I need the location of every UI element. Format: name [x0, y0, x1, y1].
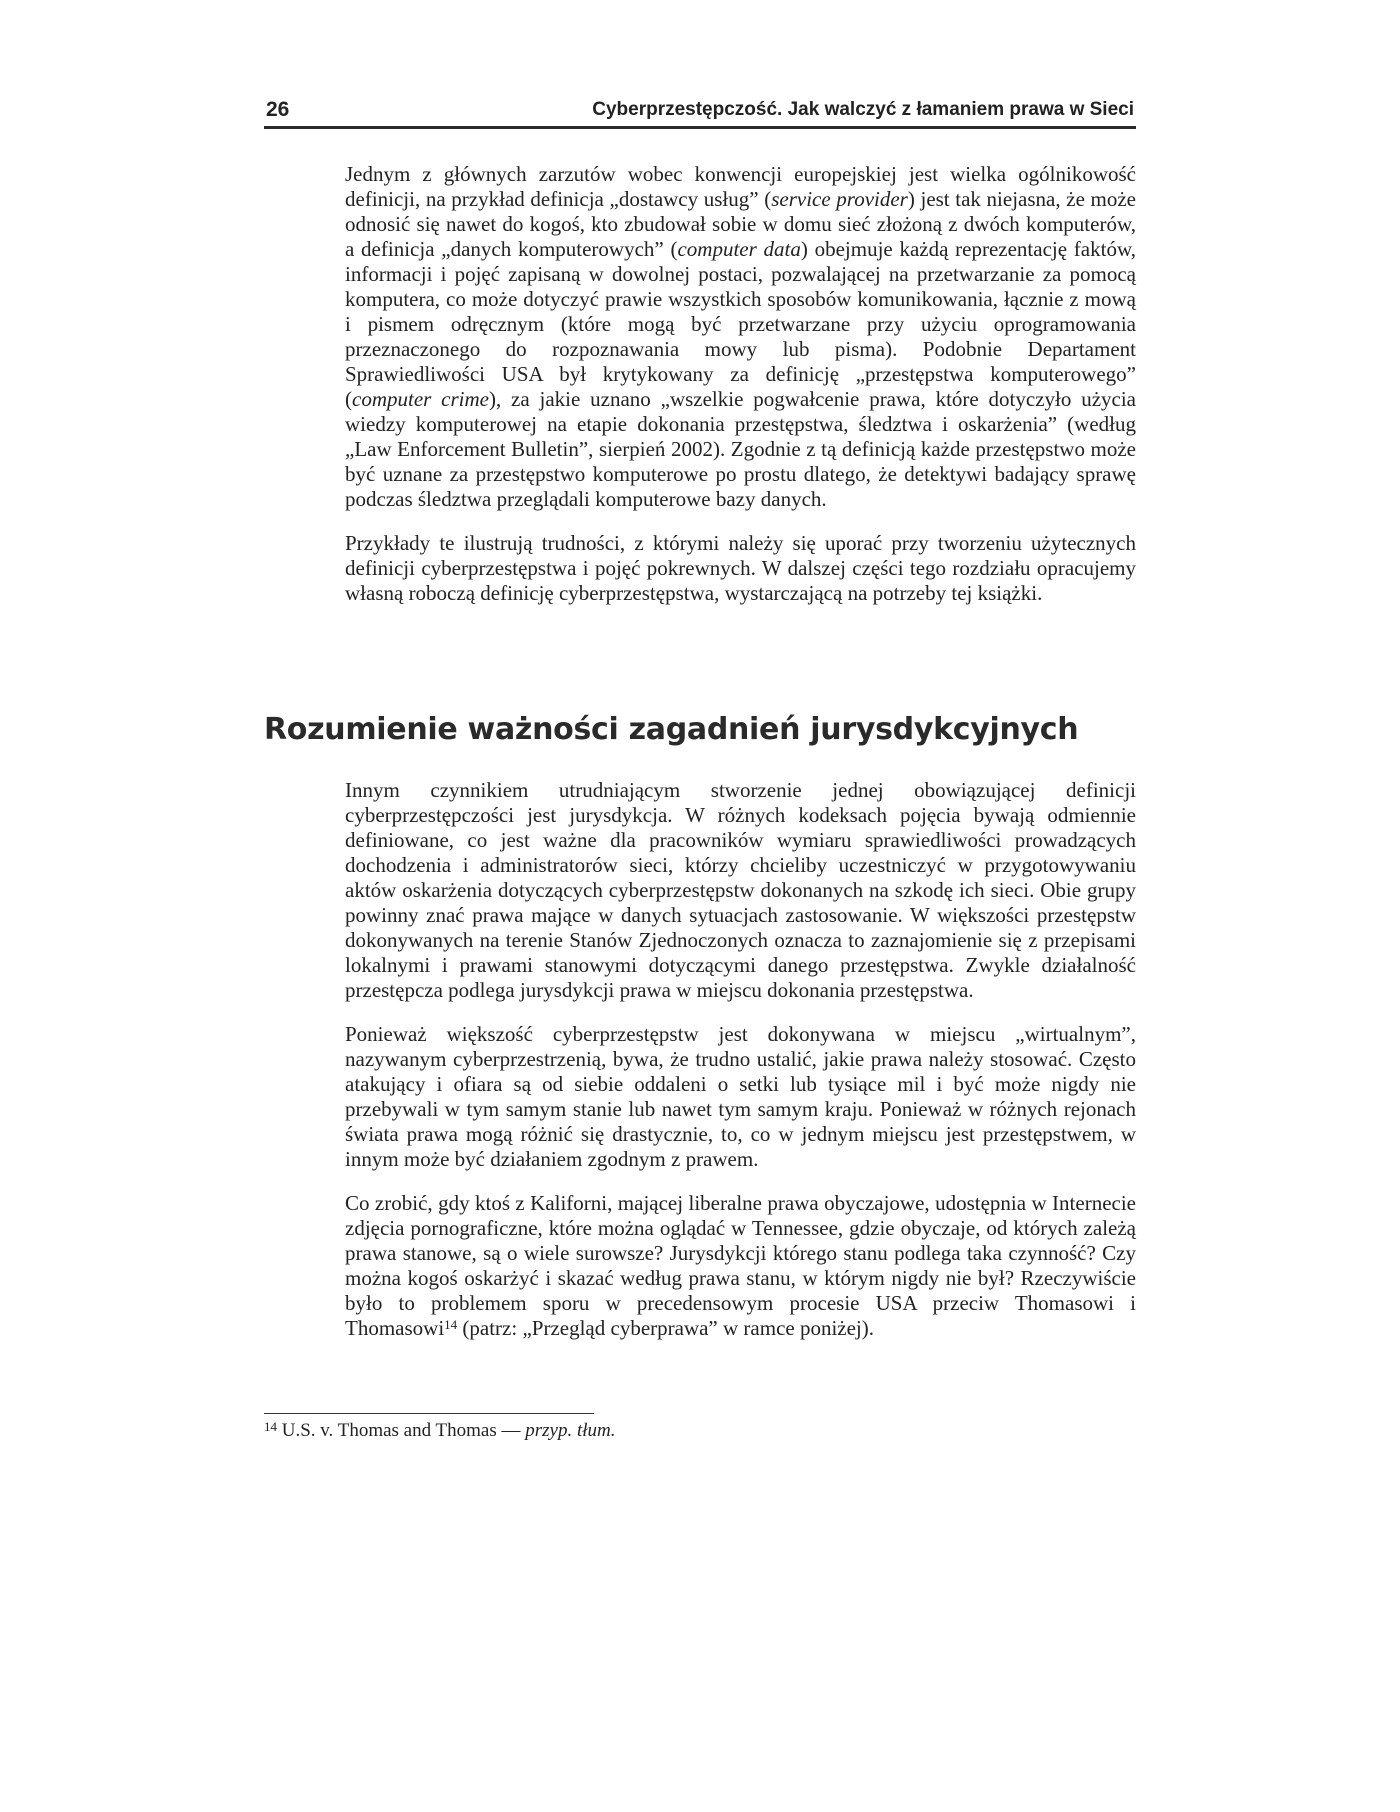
text-run: (patrz: „Przegląd cyberprawa” w ramce poniżej). — [457, 1316, 875, 1340]
footnote — [264, 1419, 964, 1443]
italic-term: computer crime — [352, 387, 489, 411]
text-run: Co zrobić, gdy ktoś z Kaliforni, mającej liberalne prawa obyczajowe, udostępnia w Internecie zdjęcia pornograficzne, które można oglądać w Tennessee, gdzie obyczaje, od których zależą prawa stanowe, są o wiele surowsze? Jurysdykcji którego stanu podlega taka czynność? Czy można kogoś oskarżyć i skazać według prawa stanu, w którym nigdy nie był? Rzeczywiście było to problemem sporu w precedensowym procesie USA przeciw Thomasowi i Thomasowi — [345, 1191, 1136, 1340]
italic-term: service provider — [771, 187, 908, 211]
footnote-italic: przyp. tłum. — [525, 1420, 616, 1441]
running-header — [264, 96, 1136, 129]
text-run: ), za jakie uznano „wszelkie pogwałcenie prawa, które dotyczyło użycia wiedzy komputerowej na etapie dokonania przestępstwa, śledztwa i oskarżenia” (według „Law Enforcement Bulletin”, sierpień 2002). Zgodnie z tą definicją każde przestępstwo może być uznane za przestępstwo komputerowe po prostu dlatego, że detektywi badający sprawę podczas śledztwa przeglądali komputerowe bazy danych. — [345, 387, 1136, 511]
paragraph: Ponieważ większość cyberprzestępstw jest dokonywana w miejscu „wirtualnym”, nazywanym cyberprzestrzenią, bywa, że trudno ustalić, jakie prawa należy stosować. Często atakujący i ofiara są od siebie oddaleni o setki lub tysiące mil i być może nigdy nie przebywali w tym samym stanie lub nawet tym samym kraju. Ponieważ w różnych rejonach świata prawa mogą różnić się drastycznie, to, co w jednym miejscu jest przestępstwem, w innym może być działaniem zgodnym z prawem. — [345, 1022, 1136, 1171]
footnote-divider — [264, 1413, 594, 1414]
section-intro-text — [345, 162, 1136, 606]
paragraph — [345, 162, 1136, 512]
book-title: Cyberprzestępczość. Jak walczyć z łamaniem prawa w Sieci — [592, 99, 1134, 120]
text-run: ) obejmuje każdą reprezentację faktów, informacji i pojęć zapisaną w dowolnej postaci, pozwalającej na przetwarzanie za pomocą komputera, co może dotyczyć prawie wszystkich sposobów komunikowania, łącznie z mową i pismem odręcznym (które mogą być przetwarzane przy użyciu oprogramowania przeznaczonego do rozpoznawania mowy lub pisma). Podobnie Departament Sprawiedliwości USA był krytykowany za definicję „przestępstwa komputerowego” ( — [345, 237, 1136, 411]
paragraph: Innym czynnikiem utrudniającym stworzenie jednej obowiązującej definicji cyberprzestępczości jest jurysdykcja. W różnych kodeksach pojęcia bywają odmiennie definiowane, co jest ważne dla pracowników wymiaru sprawiedliwości prowadzących dochodzenia i administratorów sieci, którzy chcieliby uczestniczyć w przygotowywaniu aktów oskarżenia dotyczących cyberprzestępstw dokonanych na szkodę ich sieci. Obie grupy powinny znać prawa mające w danych sytuacjach zastosowanie. W większości przestępstw dokonywanych na terenie Stanów Zjednoczonych oznacza to zaznajomienie się z przepisami lokalnymi i prawami stanowymi dotyczącymi danego przestępstwa. Zwykle działalność przestępcza podlega jurysdykcji prawa w miejscu dokonania przestępstwa. — [345, 778, 1136, 1002]
paragraph: Przykłady te ilustrują trudności, z którymi należy się uporać przy tworzeniu użytecznych definicji cyberprzestępstwa i pojęć pokrewnych. W dalszej części tego rozdziału opracujemy własną roboczą definicję cyberprzestępstwa, wystarczającą na potrzeby tej książki. — [345, 531, 1136, 605]
text-run: ) jest tak niejasna, że może odnosić się nawet do kogoś, kto zbudował sobie w domu sieć złożoną z dwóch komputerów, a definicja „danych komputerowych” ( — [345, 187, 1136, 261]
footnote-text: U.S. v. Thomas and Thomas — — [277, 1420, 526, 1441]
section-heading: Rozumienie ważności zagadnień jurysdykcyjnych — [264, 712, 1079, 747]
footnote-number: 14 — [264, 1419, 277, 1434]
page-number: 26 — [266, 98, 290, 121]
italic-term: computer data — [677, 237, 801, 261]
section-jurisdiction-text — [345, 778, 1136, 1341]
text-run: Jednym z głównych zarzutów wobec konwencji europejskiej jest wielka ogólnikowość definicji, na przykład definicja „dostawcy usług” ( — [345, 162, 1136, 211]
footnote-reference[interactable]: 14 — [444, 1317, 458, 1332]
paragraph — [345, 1191, 1136, 1341]
